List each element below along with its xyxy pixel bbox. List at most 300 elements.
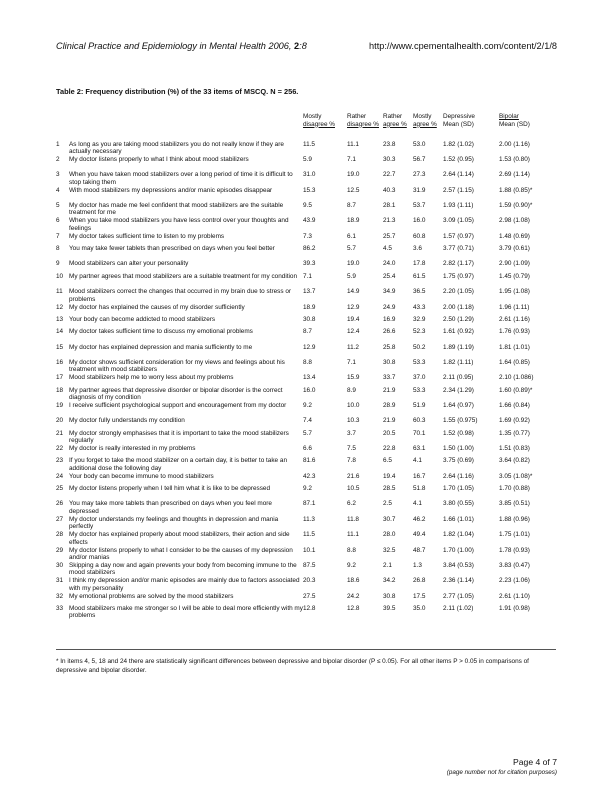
mostly-disagree-value: 9.5 (303, 201, 312, 209)
header-rather-disagree: Rather disagree % (347, 113, 379, 128)
rather-disagree-value: 6.2 (347, 500, 356, 508)
item-text: My doctor fully understands my condition (69, 417, 185, 425)
mostly-disagree-value: 87.1 (303, 500, 316, 508)
mostly-disagree-value: 31.0 (303, 171, 316, 179)
depressive-mean: 2.64 (1.16) (443, 472, 474, 480)
mostly-agree-value: 50.2 (413, 343, 426, 351)
mostly-disagree-value: 16.0 (303, 386, 316, 394)
rather-disagree-value: 10.5 (347, 485, 360, 493)
depressive-mean: 1.55 (0.975) (443, 417, 478, 425)
rather-agree-value: 33.7 (383, 374, 396, 382)
depressive-mean: 3.77 (0.71) (443, 245, 474, 253)
mostly-agree-value: 32.9 (413, 315, 426, 323)
mostly-disagree-value: 13.4 (303, 374, 316, 382)
rather-disagree-value: 18.6 (347, 577, 360, 585)
item-text: Mood stabilizers make me stronger so I will be able to deal more efficiently with my problems (69, 605, 303, 620)
rather-disagree-value: 7.8 (347, 457, 356, 465)
bipolar-mean: 1.78 (0.93) (499, 546, 530, 554)
bipolar-mean: 1.91 (0.98) (499, 605, 530, 613)
depressive-mean: 2.50 (1.29) (443, 315, 474, 323)
mostly-agree-value: 60.3 (413, 417, 426, 425)
table-row (56, 387, 556, 402)
mostly-disagree-value: 7.1 (303, 272, 312, 280)
item-number: 24 (56, 472, 64, 480)
item-text: You may take more tablets than prescribed on days when you feel more depressed (69, 500, 272, 515)
rather-agree-value: 21.9 (383, 417, 396, 425)
bipolar-mean: 1.35 (0.77) (499, 429, 530, 437)
rather-agree-value: 26.6 (383, 328, 396, 336)
rather-agree-value: 40.3 (383, 186, 396, 194)
item-text: My doctor shows sufficient consideration for my views and feelings about his treatment with mood stabilizers (69, 358, 285, 374)
rather-agree-value: 2.5 (383, 500, 392, 508)
mostly-agree-value: 3.6 (413, 245, 422, 253)
item-text: My doctor is really interested in my problems (69, 445, 196, 453)
depressive-mean: 1.82 (1.04) (443, 531, 474, 539)
bipolar-mean: 1.64 (0.85) (499, 358, 530, 366)
mostly-disagree-value: 7.3 (303, 232, 312, 240)
depressive-mean: 3.75 (0.69) (443, 457, 474, 465)
depressive-mean: 1.82 (1.11) (443, 358, 474, 366)
table-row (56, 516, 556, 531)
item-number: 11 (56, 288, 63, 296)
table-row (56, 288, 556, 303)
table-row (56, 430, 556, 445)
mostly-agree-value: 17.8 (413, 260, 426, 268)
depressive-mean: 2.57 (1.15) (443, 186, 474, 194)
table-footnote: * In items 4, 5, 18 and 24 there are statistically significant differences between depressive and bipolar disorder (P ≤ 0.05). For all other items P > 0.05 in comparisons of depressive and bipolar disorder. (56, 658, 529, 674)
table-row (56, 417, 556, 429)
footnote-rule (56, 649, 556, 650)
item-number: 30 (56, 562, 64, 569)
depressive-mean: 1.70 (1.00) (443, 546, 474, 554)
rather-agree-value: 20.5 (383, 429, 396, 437)
table-row (56, 562, 556, 577)
depressive-mean: 1.82 (1.02) (443, 141, 474, 148)
mostly-agree-value: 51.8 (413, 485, 426, 493)
mostly-agree-value: 27.3 (413, 171, 426, 179)
table-row (56, 217, 556, 232)
item-text: My doctor has explained the causes of my disorder sufficiently (69, 303, 245, 311)
item-text: My doctor listens properly to what I consider to be the causes of my depression and/or manias (69, 546, 293, 562)
table-row (56, 260, 556, 272)
item-text: My doctor has explained properly about mood stabilizers, their action and side effects (69, 531, 290, 546)
mostly-agree-value: 48.7 (413, 546, 426, 554)
item-text: My doctor has made me feel confident that mood stabilizers are the suitable treatment for me (69, 201, 284, 217)
rather-disagree-value: 12.9 (347, 303, 360, 311)
rather-agree-value: 34.2 (383, 577, 396, 585)
rather-agree-value: 30.8 (383, 358, 396, 366)
header-num (56, 101, 69, 128)
bipolar-mean: 1.59 (0.90)* (499, 201, 533, 209)
depressive-mean: 1.70 (1.05) (443, 485, 474, 493)
mostly-agree-value: 49.4 (413, 531, 426, 539)
rather-disagree-value: 19.0 (347, 260, 360, 268)
table-row (56, 445, 556, 457)
rather-agree-value: 39.5 (383, 605, 396, 613)
rather-agree-value: 24.0 (383, 260, 396, 268)
mostly-agree-value: 4.1 (413, 500, 422, 508)
bipolar-mean: 3.79 (0.61) (499, 245, 530, 253)
header-bipolar: Bipolar Mean (SD) (499, 113, 530, 128)
rather-disagree-value: 24.2 (347, 592, 360, 600)
item-text: My partner agrees that mood stabilizers are a suitable treatment for my condition (69, 272, 298, 280)
mostly-disagree-value: 10.1 (303, 546, 316, 554)
item-number: 9 (56, 260, 60, 268)
journal-header (56, 41, 307, 51)
rather-agree-value: 28.0 (383, 531, 396, 539)
mostly-agree-value: 16.0 (413, 217, 426, 225)
item-text: My doctor strongly emphasises that it is important to take the mood stabilizers regularly (69, 429, 289, 445)
mostly-disagree-value: 9.2 (303, 401, 312, 409)
bipolar-mean: 1.95 (1.08) (499, 288, 530, 296)
depressive-mean: 2.34 (1.29) (443, 386, 474, 394)
rather-disagree-value: 6.1 (347, 232, 356, 240)
mostly-disagree-value: 27.5 (303, 592, 316, 600)
depressive-mean: 1.50 (1.00) (443, 445, 474, 453)
bipolar-mean: 1.75 (1.01) (499, 531, 530, 539)
depressive-mean: 1.57 (0.97) (443, 232, 474, 240)
bipolar-mean: 1.66 (0.84) (499, 401, 530, 409)
rather-agree-value: 28.1 (383, 201, 396, 209)
rather-disagree-value: 11.2 (347, 343, 359, 351)
rather-disagree-value: 15.9 (347, 374, 360, 382)
mostly-agree-value: 26.8 (413, 577, 426, 585)
mostly-agree-value: 52.3 (413, 328, 426, 336)
rather-disagree-value: 19.0 (347, 171, 360, 179)
mostly-disagree-value: 5.9 (303, 155, 312, 163)
rather-disagree-value: 11.8 (347, 515, 359, 523)
bipolar-mean: 1.53 (0.80) (499, 155, 530, 163)
item-text: When you take mood stabilizers you have less control over your thoughts and feelings (69, 217, 289, 232)
item-number: 33 (56, 605, 64, 613)
page-note: (page number not for citation purposes) (446, 769, 557, 776)
article-url[interactable]: http://www.cpementalhealth.com/content/2/1/8 (369, 41, 557, 51)
table-row (56, 202, 556, 217)
mostly-disagree-value: 86.2 (303, 245, 316, 253)
mostly-disagree-value: 12.8 (303, 605, 316, 613)
item-number: 13 (56, 315, 64, 323)
item-number: 19 (56, 401, 64, 409)
mostly-agree-value: 43.3 (413, 303, 426, 311)
table-row (56, 500, 556, 515)
rather-disagree-value: 12.8 (347, 605, 360, 613)
mostly-disagree-value: 8.8 (303, 358, 312, 366)
bipolar-mean: 2.23 (1.06) (499, 577, 530, 585)
item-number: 1 (56, 141, 60, 148)
table-header (56, 101, 556, 128)
table-row (56, 316, 556, 328)
table-row (56, 328, 556, 343)
item-text: My doctor has explained depression and mania sufficiently to me (69, 343, 253, 351)
rather-disagree-value: 19.4 (347, 315, 360, 323)
bipolar-mean: 1.51 (0.83) (499, 445, 530, 453)
rather-agree-value: 16.9 (383, 315, 396, 323)
item-number: 29 (56, 546, 64, 554)
depressive-mean: 2.00 (1.18) (443, 303, 474, 311)
mostly-disagree-value: 11.3 (303, 515, 315, 523)
rather-disagree-value: 5.9 (347, 272, 356, 280)
table-row (56, 304, 556, 316)
item-text: My partner agrees that depressive disorder or bipolar disorder is the correct diagnosis of my condition (69, 386, 283, 401)
rather-disagree-value: 8.8 (347, 546, 356, 554)
mostly-disagree-value: 42.3 (303, 472, 316, 480)
item-number: 17 (56, 374, 64, 382)
item-text: My doctor listens properly to what I think about mood stabilizers (69, 155, 249, 163)
mostly-agree-value: 31.9 (413, 186, 426, 194)
rather-agree-value: 28.5 (383, 485, 396, 493)
header-depressive: Depressive Mean (SD) (443, 113, 475, 128)
depressive-mean: 1.64 (0.97) (443, 401, 474, 409)
rather-agree-value: 21.3 (383, 217, 396, 225)
header-mostly-agree: Mostly agree % (413, 113, 437, 128)
item-text: If you forget to take the mood stabilizer on a certain day, it is better to take an additional dose the following day (69, 457, 287, 472)
mostly-agree-value: 53.0 (413, 141, 426, 148)
table-caption: Table 2: Frequency distribution (%) of the 33 items of MSCQ. N = 256. (56, 87, 299, 96)
rather-agree-value: 30.7 (383, 515, 396, 523)
rather-disagree-value: 9.2 (347, 562, 356, 569)
item-number: 15 (56, 343, 64, 351)
table-row (56, 245, 556, 260)
mostly-disagree-value: 6.6 (303, 445, 312, 453)
table-row (56, 593, 556, 605)
mostly-agree-value: 46.2 (413, 515, 426, 523)
item-text: As long as you are taking mood stabilizers you do not really know if they are actually necessary (69, 141, 284, 156)
mostly-disagree-value: 7.4 (303, 417, 312, 425)
bipolar-mean: 2.10 (1.086) (499, 374, 534, 382)
table-row (56, 171, 556, 186)
rather-agree-value: 22.8 (383, 445, 396, 453)
depressive-mean: 3.80 (0.55) (443, 500, 474, 508)
rather-disagree-value: 12.5 (347, 186, 360, 194)
rather-disagree-value: 18.9 (347, 217, 360, 225)
item-number: 21 (56, 429, 64, 437)
item-text: Mood stabilizers correct the changes that occurred in my brain due to stress or problems (69, 288, 291, 303)
rather-disagree-value: 14.9 (347, 288, 360, 296)
table-row (56, 344, 556, 359)
item-number: 20 (56, 417, 64, 425)
item-text: With mood stabilizers my depressions and/or manic episodes disappear (69, 186, 273, 194)
item-text: Mood stabilizers can alter your personality (69, 260, 189, 268)
header-mostly-disagree: Mostly disagree % (303, 113, 335, 128)
bipolar-mean: 2.61 (1.16) (499, 315, 530, 323)
item-text: My emotional problems are solved by the mood stabilizers (69, 592, 234, 600)
rather-disagree-value: 21.6 (347, 472, 360, 480)
rather-agree-value: 32.5 (383, 546, 396, 554)
rather-disagree-value: 8.7 (347, 201, 356, 209)
item-number: 8 (56, 245, 60, 253)
table-row (56, 402, 556, 417)
table-row (56, 156, 556, 171)
table-row (56, 531, 556, 546)
mostly-agree-value: 53.7 (413, 201, 426, 209)
mostly-agree-value: 36.5 (413, 288, 426, 296)
mostly-disagree-value: 9.2 (303, 485, 312, 493)
rather-disagree-value: 5.7 (347, 245, 356, 253)
rather-disagree-value: 12.4 (347, 328, 360, 336)
table-row (56, 577, 556, 592)
journal-name: Clinical Practice and Epidemiology in Mental Health (56, 41, 266, 51)
rather-agree-value: 22.7 (383, 171, 396, 179)
rather-agree-value: 21.9 (383, 386, 396, 394)
rather-agree-value: 24.9 (383, 303, 396, 311)
depressive-mean: 3.09 (1.05) (443, 217, 474, 225)
bipolar-mean: 1.96 (1.11) (499, 303, 530, 311)
bipolar-mean: 1.88 (0.96) (499, 515, 530, 523)
rather-disagree-value: 11.1 (347, 141, 359, 148)
bipolar-mean: 2.69 (1.14) (499, 171, 530, 179)
rather-agree-value: 25.8 (383, 343, 396, 351)
rather-agree-value: 34.9 (383, 288, 396, 296)
mostly-disagree-value: 15.3 (303, 186, 316, 194)
depressive-mean: 1.89 (1.19) (443, 343, 474, 351)
page-number: Page 4 of 7 (513, 757, 557, 767)
bipolar-mean: 1.48 (0.69) (499, 232, 530, 240)
header-item (69, 101, 303, 128)
rather-agree-value: 28.9 (383, 401, 396, 409)
item-number: 3 (56, 171, 60, 179)
rather-disagree-value: 7.1 (347, 155, 356, 163)
mostly-agree-value: 70.1 (413, 429, 426, 437)
mostly-agree-value: 63.1 (413, 445, 426, 453)
depressive-mean: 1.66 (1.01) (443, 515, 474, 523)
mostly-agree-value: 51.9 (413, 401, 426, 409)
bipolar-mean: 1.76 (0.93) (499, 328, 530, 336)
rather-agree-value: 2.1 (383, 562, 392, 569)
bipolar-mean: 1.69 (0.92) (499, 417, 530, 425)
bipolar-mean: 2.61 (1.10) (499, 592, 530, 600)
mostly-disagree-value: 39.3 (303, 260, 316, 268)
journal-article: :8 (299, 41, 307, 51)
bipolar-mean: 2.00 (1.16) (499, 141, 530, 148)
depressive-mean: 2.36 (1.14) (443, 577, 474, 585)
item-number: 25 (56, 485, 64, 493)
mostly-disagree-value: 13.7 (303, 288, 316, 296)
mostly-agree-value: 1.3 (413, 562, 422, 569)
bipolar-mean: 3.64 (0.82) (499, 457, 530, 465)
table-row (56, 457, 556, 472)
rather-agree-value: 6.5 (383, 457, 392, 465)
item-text: When you have taken mood stabilizers over a long period of time it is difficult to stop taking them (69, 171, 293, 186)
mostly-disagree-value: 5.7 (303, 429, 312, 437)
mostly-agree-value: 53.3 (413, 386, 426, 394)
item-number: 12 (56, 303, 64, 311)
item-number: 10 (56, 272, 64, 280)
item-number: 4 (56, 186, 60, 194)
item-number: 32 (56, 592, 64, 600)
bipolar-mean: 3.83 (0.47) (499, 562, 530, 569)
journal-volume: 2 (294, 41, 300, 51)
rather-disagree-value: 3.7 (347, 429, 356, 437)
mostly-agree-value: 56.7 (413, 155, 426, 163)
item-text: You may take fewer tablets than prescribed on days when you feel better (69, 245, 275, 253)
mostly-agree-value: 53.3 (413, 358, 426, 366)
mostly-agree-value: 4.1 (413, 457, 422, 465)
rather-agree-value: 30.3 (383, 155, 396, 163)
bipolar-mean: 1.60 (0.89)* (499, 386, 533, 394)
table-row (56, 359, 556, 374)
table-row (56, 273, 556, 288)
depressive-mean: 2.11 (0.95) (443, 374, 474, 382)
bipolar-mean: 3.05 (1.08)* (499, 472, 533, 480)
depressive-mean: 2.77 (1.05) (443, 592, 474, 600)
mostly-agree-value: 37.0 (413, 374, 426, 382)
depressive-mean: 1.61 (0.92) (443, 328, 474, 336)
mostly-disagree-value: 43.9 (303, 217, 316, 225)
mostly-disagree-value: 81.6 (303, 457, 316, 465)
rather-disagree-value: 7.5 (347, 445, 356, 453)
rather-disagree-value: 11.1 (347, 531, 359, 539)
item-number: 16 (56, 358, 64, 366)
item-text: Skipping a day now and again prevents your body from becoming immune to the mood stabilizers (69, 562, 297, 577)
item-text: Your body can become immune to mood stabilizers (69, 472, 214, 480)
mostly-agree-value: 17.5 (413, 592, 426, 600)
header-rather-agree: Rather agree % (383, 113, 407, 128)
bipolar-mean: 1.45 (0.79) (499, 272, 530, 280)
table-row (56, 473, 556, 485)
item-number: 27 (56, 515, 64, 523)
depressive-mean: 2.82 (1.17) (443, 260, 474, 268)
mostly-agree-value: 60.8 (413, 232, 426, 240)
mostly-agree-value: 61.5 (413, 272, 426, 280)
rather-agree-value: 30.8 (383, 592, 396, 600)
mostly-disagree-value: 20.3 (303, 577, 316, 585)
item-number: 31 (56, 577, 64, 585)
mostly-agree-value: 16.7 (413, 472, 426, 480)
table-row (56, 485, 556, 500)
mostly-disagree-value: 12.9 (303, 343, 316, 351)
mostly-disagree-value: 18.9 (303, 303, 316, 311)
table-row (56, 547, 556, 562)
item-number: 7 (56, 232, 60, 240)
rather-agree-value: 4.5 (383, 245, 392, 253)
item-text: My doctor takes sufficient time to discuss my emotional problems (69, 328, 253, 336)
bipolar-mean: 1.88 (0.85)* (499, 186, 533, 194)
mostly-agree-value: 35.0 (413, 605, 426, 613)
rather-disagree-value: 10.0 (347, 401, 360, 409)
depressive-mean: 1.93 (1.11) (443, 201, 474, 209)
item-number: 26 (56, 500, 64, 508)
item-number: 6 (56, 217, 60, 225)
table-row (56, 605, 556, 620)
mostly-disagree-value: 87.5 (303, 562, 316, 569)
depressive-mean: 1.52 (0.95) (443, 155, 474, 163)
item-number: 5 (56, 201, 60, 209)
depressive-mean: 2.64 (1.14) (443, 171, 474, 179)
rather-agree-value: 23.8 (383, 141, 396, 148)
depressive-mean: 1.75 (0.97) (443, 272, 474, 280)
table-row (56, 374, 556, 386)
item-text: My doctor listens properly when I tell him what it is like to be depressed (69, 485, 271, 493)
depressive-mean: 2.20 (1.05) (443, 288, 474, 296)
bipolar-mean: 1.70 (0.88) (499, 485, 530, 493)
item-number: 23 (56, 457, 64, 465)
item-number: 14 (56, 328, 64, 336)
item-number: 2 (56, 155, 60, 163)
bipolar-mean: 1.81 (1.01) (499, 343, 530, 351)
mostly-disagree-value: 11.5 (303, 531, 315, 539)
mostly-disagree-value: 8.7 (303, 328, 312, 336)
bipolar-mean: 2.98 (1.08) (499, 217, 530, 225)
rather-agree-value: 25.4 (383, 272, 396, 280)
mostly-disagree-value: 30.8 (303, 315, 316, 323)
depressive-mean: 2.11 (1.02) (443, 605, 474, 613)
frequency-table (56, 101, 556, 620)
journal-year: 2006, (268, 41, 292, 51)
item-number: 22 (56, 445, 64, 453)
item-number: 18 (56, 386, 64, 394)
item-text: My doctor takes sufficient time to listen to my problems (69, 232, 225, 240)
depressive-mean: 3.84 (0.53) (443, 562, 474, 569)
